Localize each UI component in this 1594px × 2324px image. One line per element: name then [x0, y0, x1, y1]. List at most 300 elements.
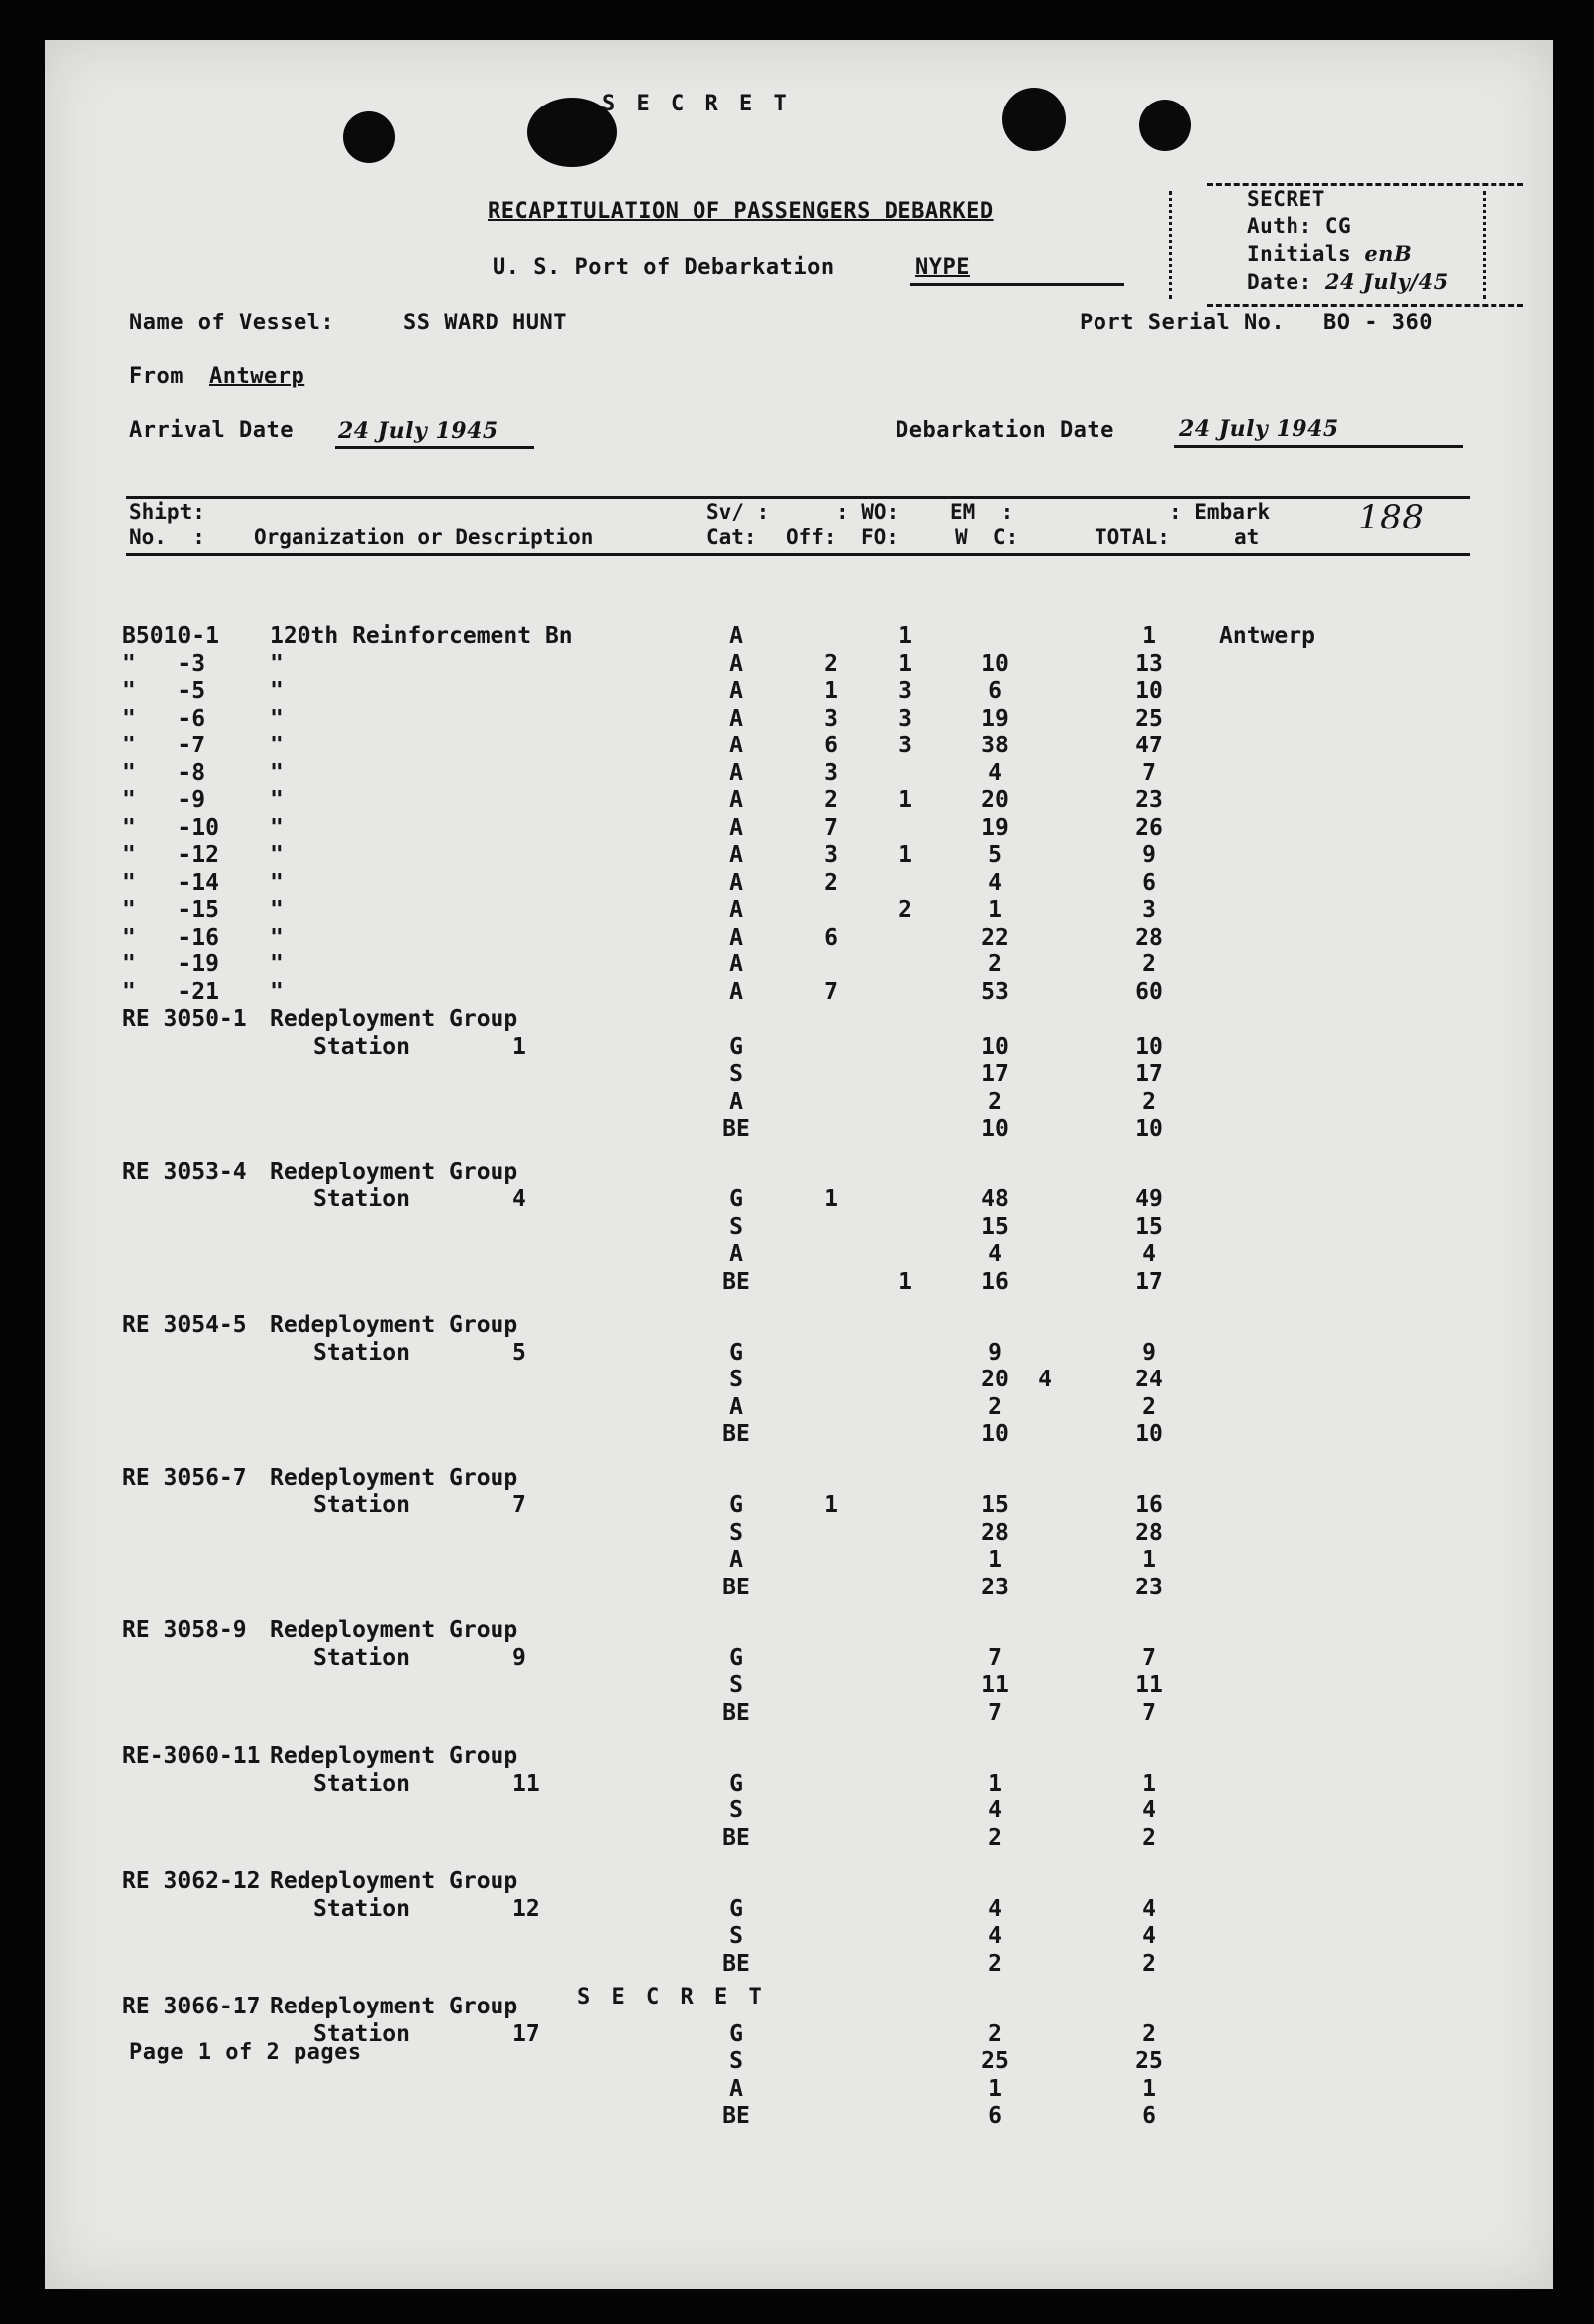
table-row [45, 1771, 1553, 1798]
category-cell: A [729, 1393, 743, 1420]
category-cell: A [729, 1547, 743, 1573]
category-cell: A [729, 705, 743, 732]
total-cell: 2 [1142, 1393, 1156, 1420]
organization-cell: " [270, 924, 284, 951]
officers-cell: 1 [824, 678, 838, 704]
stamp-border-left [1169, 191, 1180, 299]
enlisted-cell: 11 [981, 1672, 1009, 1698]
warrant-officers-cell: 1 [898, 787, 912, 813]
table-row [45, 678, 1553, 706]
category-cell: A [729, 924, 743, 951]
table-row [45, 1241, 1553, 1269]
total-cell: 23 [1135, 787, 1163, 813]
group-header-row [45, 1994, 1553, 2021]
organization-cell: " [270, 897, 284, 923]
total-cell: 1 [1142, 1547, 1156, 1573]
organization-cell: " [270, 733, 284, 758]
handwritten-count: 188 [1358, 498, 1425, 537]
station-label-cell: Station [313, 2020, 410, 2047]
total-cell: 2 [1142, 1088, 1156, 1115]
organization-cell: " [270, 650, 284, 677]
shipment-number-cell: " -5 [122, 678, 206, 704]
passenger-table [45, 623, 1553, 2147]
total-cell: 10 [1135, 1033, 1163, 1060]
serial-value: BO - 360 [1323, 311, 1433, 335]
station-label-cell: Station [313, 1492, 410, 1518]
warrant-officers-cell: 2 [898, 897, 912, 923]
organization-cell: " [270, 842, 284, 868]
page-footer: Page 1 of 2 pages [129, 2040, 362, 2065]
shipment-number-cell: RE 3053-4 [122, 1159, 247, 1185]
table-row [45, 1547, 1553, 1575]
table-row [45, 1214, 1553, 1242]
shipment-number-cell: " -19 [122, 951, 219, 977]
total-cell: 4 [1142, 1241, 1156, 1267]
officers-cell: 3 [824, 759, 838, 786]
category-cell: S [729, 2048, 743, 2074]
total-cell: 2 [1142, 1950, 1156, 1977]
table-row [45, 1061, 1553, 1089]
enlisted-cell: 20 [981, 1367, 1009, 1392]
debark-value: 24 July 1945 [1179, 416, 1339, 442]
group-spacer [45, 1144, 1553, 1160]
total-cell: 47 [1135, 733, 1163, 758]
table-row [45, 1672, 1553, 1700]
organization-cell: " [270, 705, 284, 732]
warrant-officers-cell: 3 [898, 733, 912, 758]
category-cell: S [729, 1519, 743, 1546]
group-spacer [45, 1449, 1553, 1465]
warrant-officers-cell: 1 [898, 623, 912, 649]
category-cell: A [729, 842, 743, 868]
table-row [45, 925, 1553, 952]
arrival-value: 24 July 1945 [338, 418, 498, 444]
total-cell: 2 [1142, 2020, 1156, 2047]
table-row [45, 1116, 1553, 1144]
officers-cell: 6 [824, 733, 838, 758]
table-row [45, 1923, 1553, 1951]
enlisted-cell: 15 [981, 1213, 1009, 1240]
enlisted-cell: 2 [988, 1950, 1002, 1977]
stamp-initials: Initials enB [1247, 241, 1413, 266]
enlisted-cell: 10 [981, 1033, 1009, 1060]
category-cell: A [729, 978, 743, 1005]
category-cell: S [729, 1367, 743, 1392]
enlisted-cell: 15 [981, 1492, 1009, 1518]
total-cell: 24 [1135, 1367, 1163, 1392]
shipment-number-cell: B5010-1 [122, 623, 219, 649]
station-label-cell: Station [313, 1770, 410, 1796]
group-header-row [45, 1743, 1553, 1771]
organization-cell: Redeployment Group [270, 1464, 518, 1491]
organization-cell: Redeployment Group [270, 1617, 518, 1643]
enlisted-cell: 25 [981, 2048, 1009, 2074]
table-row [45, 1951, 1553, 1979]
from-value: Antwerp [209, 364, 305, 389]
total-cell: 6 [1142, 869, 1156, 896]
enlisted-cell: 19 [981, 814, 1009, 841]
enlisted-cell: 48 [981, 1186, 1009, 1212]
organization-cell: " [270, 814, 284, 841]
group-header-row [45, 1617, 1553, 1645]
group-spacer [45, 1978, 1553, 1994]
shipment-number-cell: " -15 [122, 897, 219, 923]
enlisted-cell: 1 [988, 1547, 1002, 1573]
group-spacer [45, 1601, 1553, 1617]
col-wo-top: : WO: [836, 500, 899, 524]
station-number-cell: 1 [512, 1033, 526, 1060]
category-cell: A [729, 787, 743, 813]
col-em: W C: [955, 526, 1019, 549]
enlisted-cell: 10 [981, 1116, 1009, 1142]
enlisted-cell: 16 [981, 1268, 1009, 1295]
group-header-row [45, 1312, 1553, 1340]
total-cell: 60 [1135, 978, 1163, 1005]
document-title: RECAPITULATION OF PASSENGERS DEBARKED [488, 199, 994, 224]
table-row [45, 623, 1553, 651]
col-shipt: Shipt: [129, 500, 205, 524]
station-number-cell: 5 [512, 1339, 526, 1366]
enlisted-cell: 2 [988, 1393, 1002, 1420]
total-cell: 1 [1142, 2075, 1156, 2102]
stamp-date: Date: 24 July/45 [1247, 269, 1449, 294]
officers-cell: 7 [824, 978, 838, 1005]
organization-cell: " [270, 978, 284, 1005]
category-cell: S [729, 1672, 743, 1698]
total-cell: 3 [1142, 897, 1156, 923]
table-row [45, 815, 1553, 843]
category-cell: BE [722, 1116, 750, 1142]
station-number-cell: 7 [512, 1492, 526, 1518]
category-cell: BE [722, 2103, 750, 2129]
station-label-cell: Station [313, 1644, 410, 1671]
total-cell: 2 [1142, 1824, 1156, 1851]
category-cell: A [729, 1241, 743, 1267]
group-spacer [45, 2131, 1553, 2147]
group-header-row [45, 1868, 1553, 1896]
header-rule-top [126, 496, 1470, 499]
category-cell: BE [722, 1824, 750, 1851]
station-number-cell: 17 [512, 2020, 540, 2047]
shipment-number-cell: " -9 [122, 787, 206, 813]
organization-cell: " [270, 787, 284, 813]
category-cell: A [729, 678, 743, 704]
serial-label: Port Serial No. [1080, 311, 1286, 335]
table-row [45, 897, 1553, 925]
category-cell: G [729, 1895, 743, 1922]
station-number-cell: 12 [512, 1895, 540, 1922]
total-cell: 17 [1135, 1061, 1163, 1087]
total-cell: 7 [1142, 1644, 1156, 1671]
enlisted-extra-cell: 4 [1038, 1367, 1052, 1392]
table-row [45, 760, 1553, 788]
punch-hole [1002, 88, 1066, 151]
warrant-officers-cell: 1 [898, 1268, 912, 1295]
group-spacer [45, 1852, 1553, 1868]
table-row [45, 1645, 1553, 1673]
organization-cell: Redeployment Group [270, 1312, 518, 1338]
shipment-number-cell: RE 3066-17 [122, 1994, 261, 2019]
stamp-secret: SECRET [1247, 187, 1325, 211]
enlisted-cell: 2 [988, 1088, 1002, 1115]
station-number-cell: 11 [512, 1770, 540, 1796]
total-cell: 10 [1135, 1116, 1163, 1142]
organization-cell: Redeployment Group [270, 1743, 518, 1769]
total-cell: 10 [1135, 1421, 1163, 1447]
total-cell: 28 [1135, 924, 1163, 951]
table-row [45, 1089, 1553, 1117]
table-row [45, 787, 1553, 815]
enlisted-cell: 17 [981, 1061, 1009, 1087]
table-row [45, 1492, 1553, 1520]
shipment-number-cell: " -8 [122, 759, 206, 786]
organization-cell: " [270, 951, 284, 977]
warrant-officers-cell: 3 [898, 705, 912, 732]
total-cell: 9 [1142, 842, 1156, 868]
officers-cell: 3 [824, 705, 838, 732]
total-cell: 1 [1142, 623, 1156, 649]
category-cell: S [729, 1061, 743, 1087]
table-row [45, 1186, 1553, 1214]
organization-cell: Redeployment Group [270, 1868, 518, 1894]
category-cell: BE [722, 1268, 750, 1295]
enlisted-cell: 10 [981, 650, 1009, 677]
enlisted-cell: 4 [988, 1241, 1002, 1267]
col-org: Organization or Description [254, 526, 594, 549]
station-number-cell: 4 [512, 1186, 526, 1212]
officers-cell: 2 [824, 869, 838, 896]
category-cell: G [729, 2020, 743, 2047]
enlisted-cell: 4 [988, 1895, 1002, 1922]
category-cell: A [729, 814, 743, 841]
table-row [45, 1367, 1553, 1394]
shipment-number-cell: " -14 [122, 869, 219, 896]
category-cell: G [729, 1770, 743, 1796]
table-row [45, 1700, 1553, 1728]
total-cell: 26 [1135, 814, 1163, 841]
group-header-row [45, 1006, 1553, 1034]
total-cell: 4 [1142, 1923, 1156, 1949]
enlisted-cell: 2 [988, 2020, 1002, 2047]
enlisted-cell: 2 [988, 951, 1002, 977]
table-row [45, 870, 1553, 898]
enlisted-cell: 4 [988, 1797, 1002, 1823]
total-cell: 16 [1135, 1492, 1163, 1518]
total-cell: 7 [1142, 759, 1156, 786]
shipment-number-cell: RE 3062-12 [122, 1868, 261, 1894]
shipment-number-cell: RE 3058-9 [122, 1617, 247, 1643]
table-row [45, 733, 1553, 760]
total-cell: 25 [1135, 705, 1163, 732]
table-row [45, 1269, 1553, 1297]
enlisted-cell: 4 [988, 1923, 1002, 1949]
table-row [45, 1575, 1553, 1602]
total-cell: 4 [1142, 1797, 1156, 1823]
enlisted-cell: 1 [988, 1770, 1002, 1796]
debark-underline [1174, 445, 1463, 448]
total-cell: 13 [1135, 650, 1163, 677]
table-row [45, 842, 1553, 870]
port-underline [910, 283, 1124, 286]
category-cell: S [729, 1923, 743, 1949]
category-cell: BE [722, 1421, 750, 1447]
enlisted-cell: 1 [988, 2075, 1002, 2102]
officers-cell: 6 [824, 924, 838, 951]
category-cell: A [729, 951, 743, 977]
col-emb: at [1234, 526, 1260, 549]
category-cell: BE [722, 1574, 750, 1600]
table-row [45, 1340, 1553, 1368]
table-row [45, 1825, 1553, 1853]
total-cell: 2 [1142, 951, 1156, 977]
table-row [45, 2076, 1553, 2104]
category-cell: A [729, 897, 743, 923]
officers-cell: 2 [824, 650, 838, 677]
total-cell: 28 [1135, 1519, 1163, 1546]
shipment-number-cell: " -10 [122, 814, 219, 841]
total-cell: 9 [1142, 1339, 1156, 1366]
category-cell: BE [722, 1699, 750, 1726]
arrival-label: Arrival Date [129, 418, 294, 443]
enlisted-cell: 4 [988, 759, 1002, 786]
total-cell: 49 [1135, 1186, 1163, 1212]
category-cell: G [729, 1339, 743, 1366]
category-cell: A [729, 869, 743, 896]
shipment-number-cell: RE 3056-7 [122, 1464, 247, 1491]
table-row [45, 1797, 1553, 1825]
category-cell: A [729, 623, 743, 649]
enlisted-cell: 6 [988, 2103, 1002, 2129]
category-cell: A [729, 650, 743, 677]
warrant-officers-cell: 1 [898, 650, 912, 677]
table-row [45, 951, 1553, 979]
enlisted-cell: 7 [988, 1699, 1002, 1726]
shipment-number-cell: " -6 [122, 705, 206, 732]
col-cat: Cat: [706, 526, 757, 549]
total-cell: 11 [1135, 1672, 1163, 1698]
category-cell: S [729, 1213, 743, 1240]
document-page [45, 40, 1553, 2289]
table-row [45, 651, 1553, 679]
table-row [45, 1421, 1553, 1449]
enlisted-cell: 7 [988, 1644, 1002, 1671]
officers-cell: 2 [824, 787, 838, 813]
total-cell: 15 [1135, 1213, 1163, 1240]
arrival-underline [335, 446, 534, 449]
col-off: Off: [786, 526, 837, 549]
col-total: TOTAL: [1095, 526, 1170, 549]
col-em-top: EM : [950, 500, 1014, 524]
shipment-number-cell: RE-3060-11 [122, 1743, 261, 1769]
stamp-auth: Auth: CG [1247, 214, 1352, 238]
enlisted-cell: 9 [988, 1339, 1002, 1366]
total-cell: 7 [1142, 1699, 1156, 1726]
enlisted-cell: 4 [988, 869, 1002, 896]
punch-hole [1139, 100, 1191, 151]
shipment-number-cell: " -12 [122, 842, 219, 868]
total-cell: 10 [1135, 678, 1163, 704]
organization-cell: Redeployment Group [270, 1994, 518, 2019]
embark-cell: Antwerp [1219, 623, 1315, 649]
table-row [45, 706, 1553, 734]
officers-cell: 3 [824, 842, 838, 868]
category-cell: BE [722, 1950, 750, 1977]
organization-cell: Redeployment Group [270, 1159, 518, 1185]
category-cell: S [729, 1797, 743, 1823]
table-row [45, 1520, 1553, 1548]
table-row [45, 2103, 1553, 2131]
table-row [45, 1034, 1553, 1062]
warrant-officers-cell: 3 [898, 678, 912, 704]
officers-cell: 1 [824, 1186, 838, 1212]
group-spacer [45, 1296, 1553, 1312]
station-label-cell: Station [313, 1033, 410, 1060]
table-row [45, 979, 1553, 1007]
category-cell: G [729, 1033, 743, 1060]
classification-top: S E C R E T [602, 92, 791, 116]
total-cell: 6 [1142, 2103, 1156, 2129]
category-cell: A [729, 733, 743, 758]
enlisted-cell: 1 [988, 897, 1002, 923]
station-label-cell: Station [313, 1186, 410, 1212]
table-row [45, 1896, 1553, 1924]
officers-cell: 7 [824, 814, 838, 841]
organization-cell: 120th Reinforcement Bn [270, 623, 573, 649]
total-cell: 4 [1142, 1895, 1156, 1922]
classification-bottom: S E C R E T [577, 1985, 766, 2009]
col-cat-top: Sv/ : [706, 500, 770, 524]
category-cell: G [729, 1186, 743, 1212]
enlisted-cell: 10 [981, 1421, 1009, 1447]
category-cell: G [729, 1644, 743, 1671]
shipment-number-cell: " -21 [122, 978, 219, 1005]
group-header-row [45, 1465, 1553, 1493]
security-stamp [1207, 183, 1523, 307]
vessel-label: Name of Vessel: [129, 311, 335, 335]
enlisted-cell: 2 [988, 1824, 1002, 1851]
enlisted-cell: 38 [981, 733, 1009, 758]
organization-cell: " [270, 678, 284, 704]
table-row [45, 1394, 1553, 1422]
enlisted-cell: 53 [981, 978, 1009, 1005]
total-cell: 23 [1135, 1574, 1163, 1600]
shipment-number-cell: RE 3050-1 [122, 1006, 247, 1032]
station-label-cell: Station [313, 1339, 410, 1366]
category-cell: G [729, 1492, 743, 1518]
category-cell: A [729, 2075, 743, 2102]
from-label: From [129, 364, 184, 389]
group-spacer [45, 1727, 1553, 1743]
enlisted-cell: 6 [988, 678, 1002, 704]
col-no: No. : [129, 526, 205, 549]
enlisted-cell: 5 [988, 842, 1002, 868]
enlisted-cell: 28 [981, 1519, 1009, 1546]
category-cell: A [729, 1088, 743, 1115]
total-cell: 17 [1135, 1268, 1163, 1295]
total-cell: 1 [1142, 1770, 1156, 1796]
organization-cell: " [270, 759, 284, 786]
debark-label: Debarkation Date [896, 418, 1114, 443]
category-cell: A [729, 759, 743, 786]
punch-hole [343, 111, 395, 163]
group-header-row [45, 1160, 1553, 1187]
enlisted-cell: 23 [981, 1574, 1009, 1600]
shipment-number-cell: RE 3054-5 [122, 1312, 247, 1338]
col-emb-top: : Embark [1169, 500, 1271, 524]
stamp-border-right [1483, 191, 1494, 299]
port-label: U. S. Port of Debarkation [493, 255, 835, 280]
shipment-number-cell: " -3 [122, 650, 206, 677]
